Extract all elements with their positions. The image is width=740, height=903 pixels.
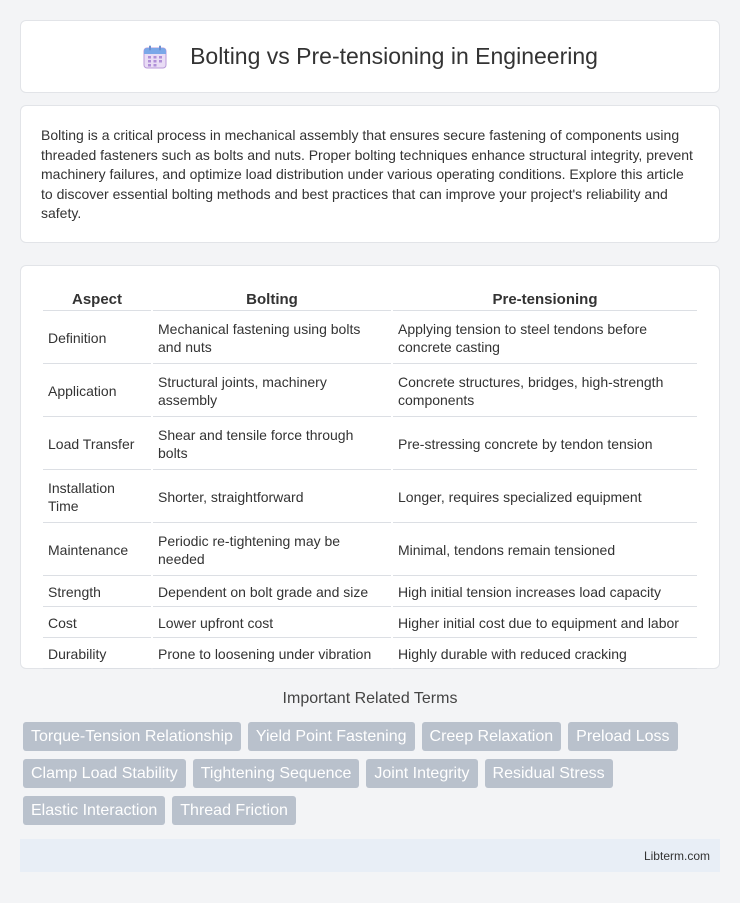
cell-aspect: Maintenance	[43, 525, 151, 576]
comparison-table	[41, 286, 699, 671]
comparison-table-card	[20, 265, 720, 669]
table-row	[43, 366, 697, 417]
cell-pre-tensioning: Longer, requires specialized equipment	[393, 472, 697, 523]
cell-bolting: Periodic re-tightening may be needed	[153, 525, 391, 576]
table-row	[43, 419, 697, 470]
cell-aspect: Installation Time	[43, 472, 151, 523]
table-row	[43, 525, 697, 576]
cell-bolting: Structural joints, machinery assembly	[153, 366, 391, 417]
related-term-tag[interactable]: Preload Loss	[568, 722, 677, 751]
calendar-icon	[142, 44, 168, 70]
table-row	[43, 578, 697, 607]
cell-pre-tensioning: Pre-stressing concrete by tendon tension	[393, 419, 697, 470]
cell-bolting: Mechanical fastening using bolts and nuts	[153, 313, 391, 364]
cell-bolting: Shorter, straightforward	[153, 472, 391, 523]
footer	[20, 839, 720, 872]
header-pre-tensioning: Pre-tensioning	[393, 288, 697, 311]
cell-aspect: Strength	[43, 578, 151, 607]
page-title: Bolting vs Pre-tensioning in Engineering	[190, 43, 598, 69]
table-row	[43, 472, 697, 523]
related-terms-title: Important Related Terms	[282, 690, 458, 707]
related-terms-list	[20, 722, 720, 825]
cell-bolting: Shear and tensile force through bolts	[153, 419, 391, 470]
cell-pre-tensioning: Applying tension to steel tendons before concrete casting	[393, 313, 697, 364]
table-row	[43, 640, 697, 669]
cell-bolting: Lower upfront cost	[153, 609, 391, 638]
related-term-tag[interactable]: Residual Stress	[485, 759, 613, 788]
related-term-tag[interactable]: Yield Point Fastening	[248, 722, 415, 751]
cell-aspect: Cost	[43, 609, 151, 638]
related-term-tag[interactable]: Joint Integrity	[366, 759, 477, 788]
related-term-tag[interactable]: Elastic Interaction	[23, 796, 165, 825]
cell-aspect: Application	[43, 366, 151, 417]
table-header-row	[43, 288, 697, 311]
table-row	[43, 609, 697, 638]
footer-brand[interactable]: Libterm.com	[643, 848, 710, 863]
header-card	[20, 20, 720, 93]
intro-card	[20, 105, 720, 243]
cell-pre-tensioning: High initial tension increases load capacity	[393, 578, 697, 607]
related-term-tag[interactable]: Tightening Sequence	[193, 759, 360, 788]
intro-text: Bolting is a critical process in mechanical assembly that ensures secure fastening of components using threaded fasteners such as bolts and nuts. Proper bolting techniques enhance structural integrity, prevent machinery failures, and optimize load distribution under various operating conditions. Explore this article to discover essential bolting methods and best practices that can improve your project's reliability and safety.	[41, 127, 693, 222]
cell-pre-tensioning: Minimal, tendons remain tensioned	[393, 525, 697, 576]
related-term-tag[interactable]: Creep Relaxation	[422, 722, 562, 751]
cell-pre-tensioning: Higher initial cost due to equipment and labor	[393, 609, 697, 638]
cell-bolting: Prone to loosening under vibration	[153, 640, 391, 669]
related-term-tag[interactable]: Torque-Tension Relationship	[23, 722, 241, 751]
header-aspect: Aspect	[43, 288, 151, 311]
header-bolting: Bolting	[153, 288, 391, 311]
cell-aspect: Durability	[43, 640, 151, 669]
related-term-tag[interactable]: Thread Friction	[172, 796, 296, 825]
cell-aspect: Definition	[43, 313, 151, 364]
cell-bolting: Dependent on bolt grade and size	[153, 578, 391, 607]
related-term-tag[interactable]: Clamp Load Stability	[23, 759, 186, 788]
cell-pre-tensioning: Highly durable with reduced cracking	[393, 640, 697, 669]
cell-aspect: Load Transfer	[43, 419, 151, 470]
table-row	[43, 313, 697, 364]
cell-pre-tensioning: Concrete structures, bridges, high-strength components	[393, 366, 697, 417]
